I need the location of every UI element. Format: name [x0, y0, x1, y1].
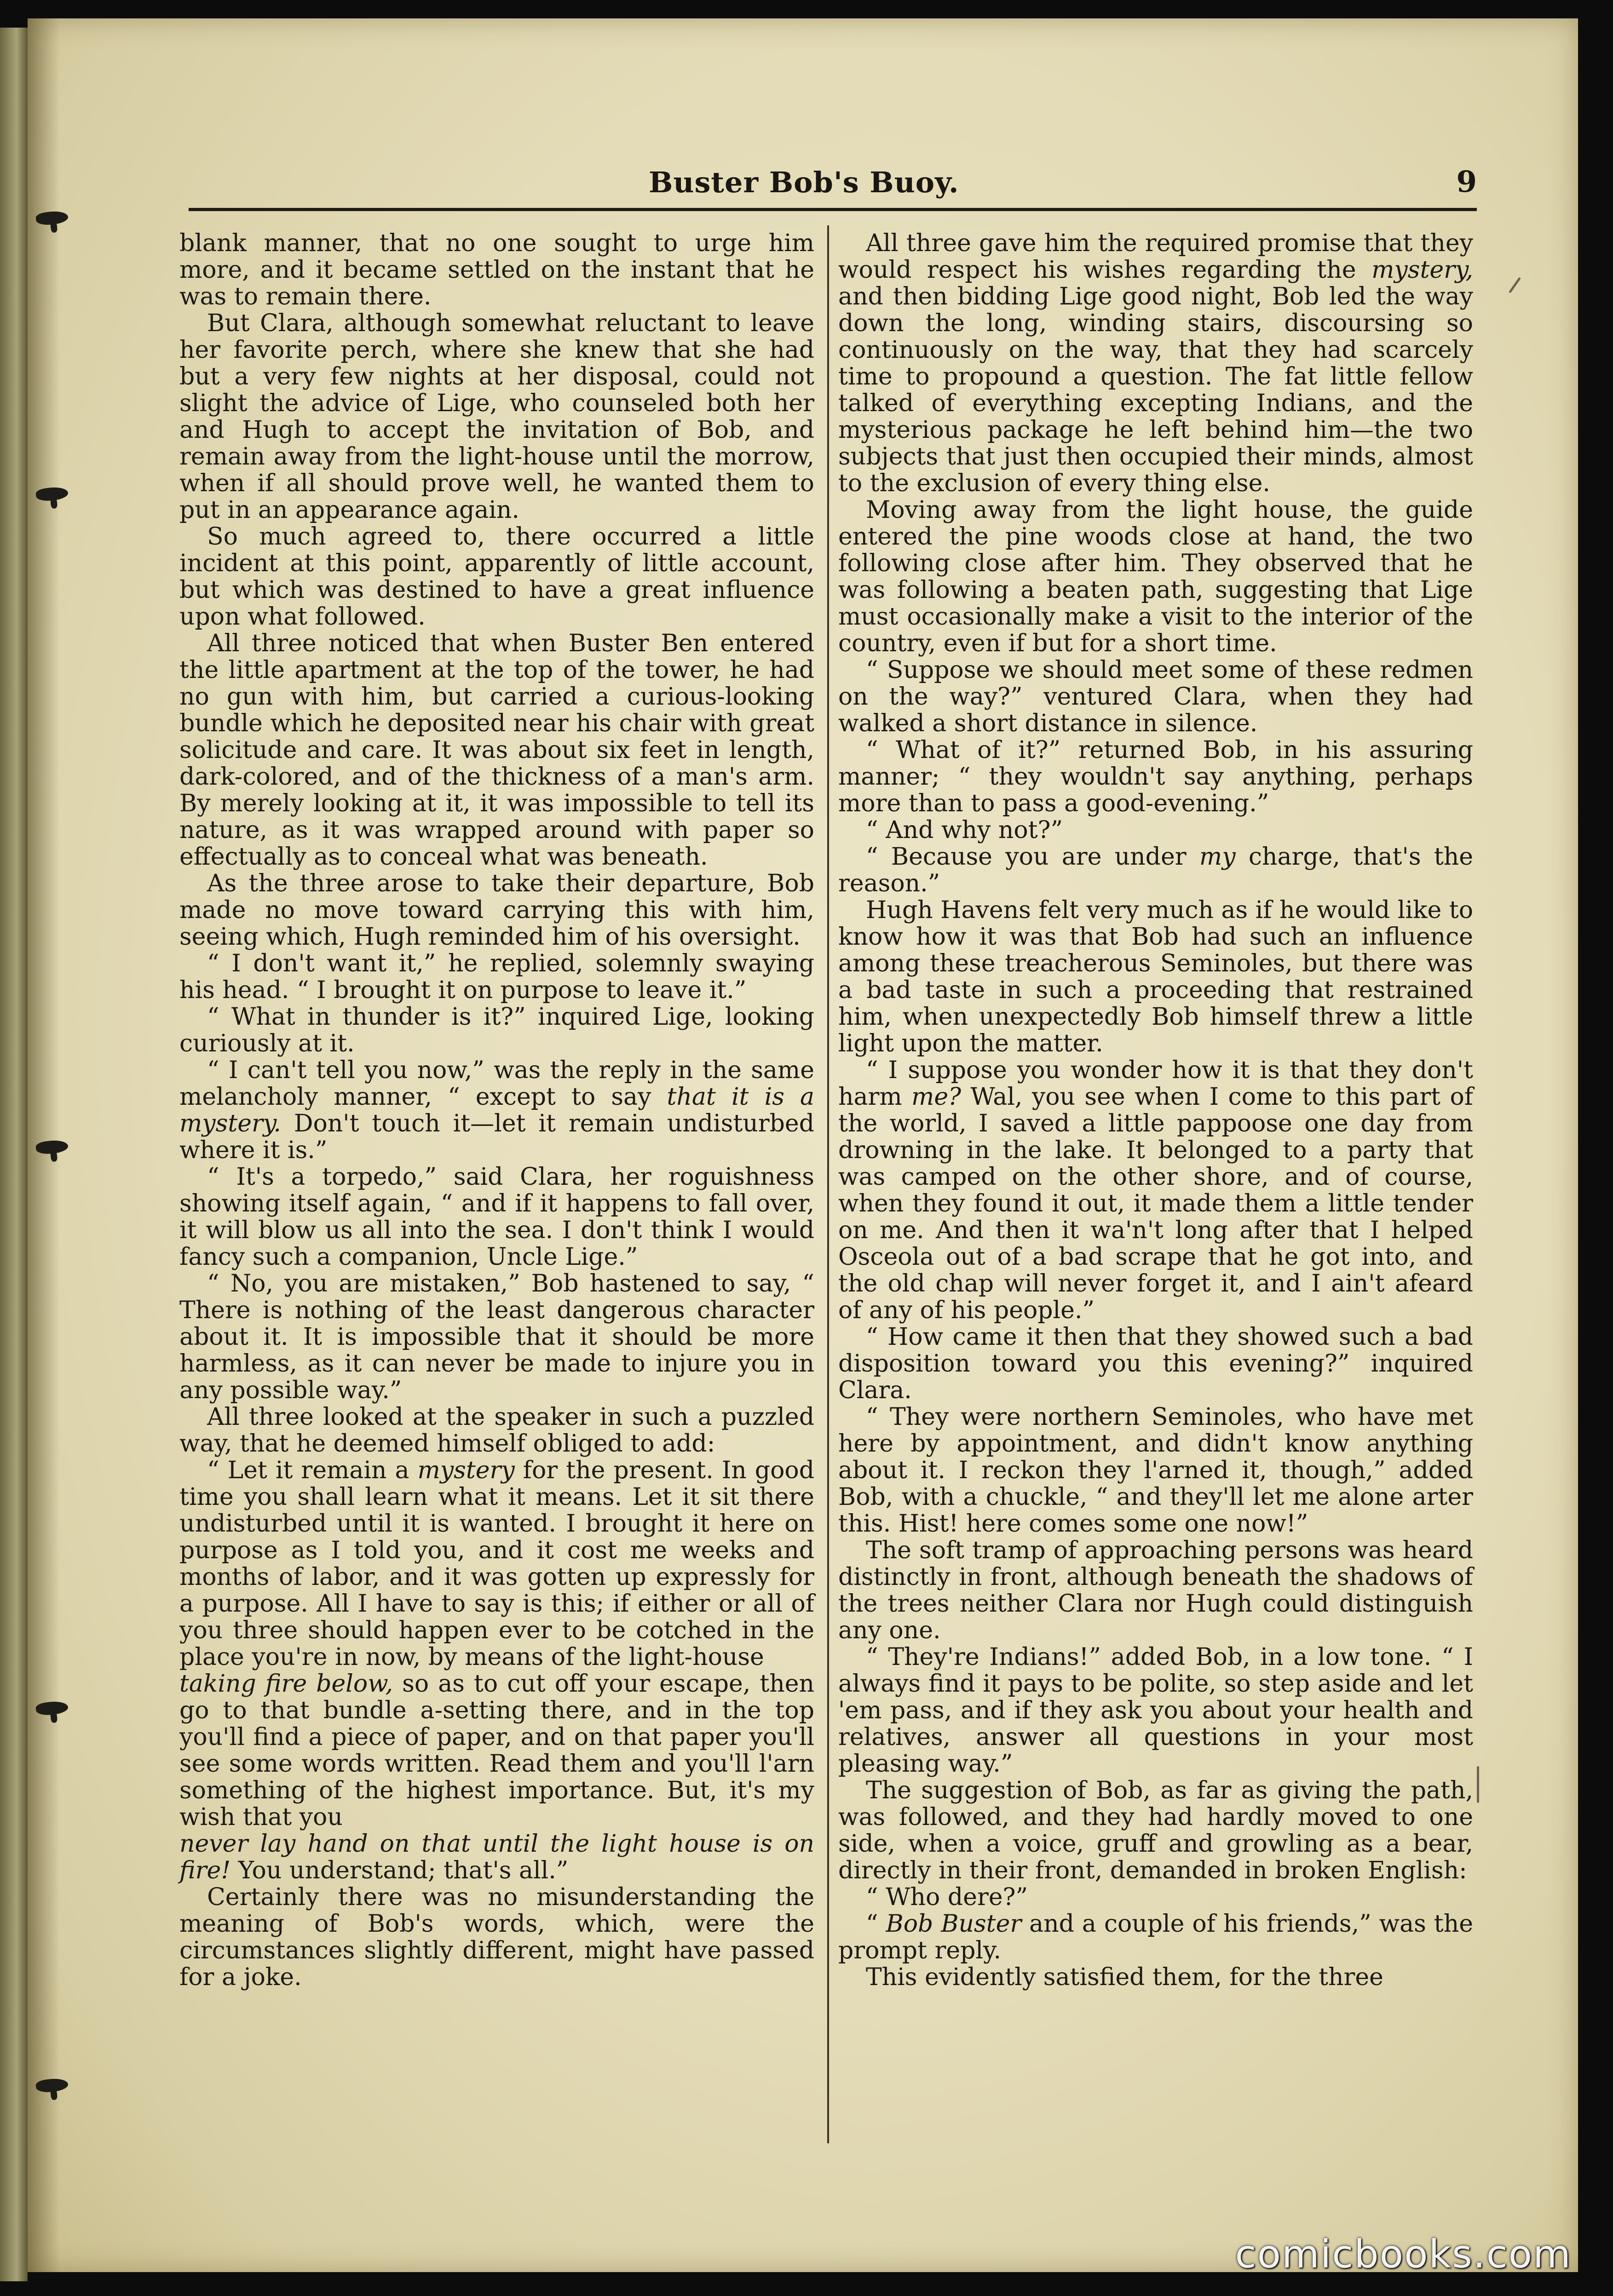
italic-text: Bob Buster [886, 1910, 1022, 1938]
paragraph [179, 1004, 814, 1057]
paragraph [179, 870, 814, 950]
paragraph [179, 1670, 814, 1831]
text-run: Certainly there was no misunderstanding the meaning of Bob's words, which, were the circumstances slightly different, might have passed for a joke. [179, 1883, 814, 1991]
running-header [189, 152, 1477, 221]
text-run: so as to cut off your escape, then go to that bundle a-setting there, and in the top you'll find a piece of paper, and on that paper you'll see some words written. Read them and you'll l'arn something of the highest importance. But, it's my wish that you [179, 1670, 815, 1831]
paragraph [838, 1324, 1473, 1404]
text-run: The soft tramp of approaching persons was heard distinctly in front, although beneath the shadows of the trees neither Clara nor Hugh could distinguish any one. [838, 1537, 1473, 1644]
pencil-mark [1509, 277, 1521, 293]
text-run: This evidently satisfied them, for the three [866, 1963, 1383, 1991]
text-column-left [179, 230, 814, 1991]
paragraph [179, 1164, 814, 1270]
italic-text: never lay hand on that until the light house is on fire! [179, 1830, 814, 1884]
page-number: 9 [1456, 165, 1477, 199]
paragraph [838, 1644, 1473, 1777]
text-run: and then bidding Lige good night, Bob led the way down the long, winding stairs, discoursing so continuously on the way, that they had scarcely time to propound a question. The fat little fellow talked of everything excepting Indians, and the mysterious package he left behind him—the two subjects that just then occupied their minds, almost to the exclusion of every thing else. [838, 283, 1473, 497]
paragraph [838, 230, 1473, 497]
running-title: Buster Bob's Buoy. [649, 166, 959, 199]
paragraph [179, 1404, 814, 1457]
paragraph [838, 817, 1473, 844]
text-run: Don't touch it—let it remain undisturbed where it is.” [179, 1110, 814, 1164]
paragraph [838, 1404, 1473, 1537]
paragraph [838, 1777, 1473, 1884]
header-rule [189, 208, 1477, 211]
text-run: Wal, you see when I come to this part of the world, I saved a little pappoose one day from drowning in the lake. It belonged to a party that was camped on the other shore, and of course, when they found it out, it made them a little tender on me. And then it wa'n't long after that I helped Osceola out of a bad scrape that he got into, and the old chap will never forget it, and I ain't afeard of any of his people.” [838, 1083, 1474, 1324]
text-run: As the three arose to take their departure, Bob made no move toward carrying this with him, seeing which, Hugh reminded him of his oversight. [179, 870, 814, 951]
paragraph [179, 1884, 814, 1991]
text-run: “ No, you are mistaken,” Bob hastened to say, “ There is nothing of the least dangerous character about it. It is impossible that it should be more harmless, as it can never be made to injure you in any possible way.” [179, 1270, 814, 1404]
facing-page-edge [0, 28, 28, 2281]
text-run: All three gave him the required promise that they would respect his wishes regarding the [838, 230, 1473, 284]
paragraph [179, 1057, 814, 1164]
paragraph [838, 1884, 1473, 1911]
paragraph [838, 737, 1473, 817]
text-column-right [838, 230, 1473, 1991]
text-run: for the present. In good time you shall learn what it means. Let it sit there undisturbed until it is wanted. I brought it here on purpose as I told you, and it cost me weeks and months of labor, and it was gotten up expressly for a purpose. All I have to say is this; if either or all of you three should happen ever to be cotched in the place you're in now, by means of the light-house [179, 1457, 814, 1671]
italic-text: taking fire below, [179, 1670, 393, 1698]
text-run: and a couple of his friends,” was the prompt reply. [838, 1910, 1473, 1964]
text-run: All three noticed that when Buster Ben entered the little apartment at the top of the tower, he had no gun with him, but carried a curious-looking bundle which he deposited near his chair with great solicitude and care. It was about six feet in length, dark-colored, and of the thickness of a man's arm. By merely looking at it, it was impossible to tell its nature, as it was wrapped around with paper so effectually as to conceal what was beneath. [179, 630, 815, 871]
paragraph [179, 950, 814, 1004]
text-run: “ What in thunder is it?” inquired Lige, looking curiously at it. [179, 1003, 814, 1057]
text-run: “ What of it?” returned Bob, in his assuring manner; “ they wouldn't say anything, perhaps more than to pass a good-evening.” [838, 736, 1473, 817]
paragraph [179, 1831, 814, 1884]
text-run: So much agreed to, there occurred a little incident at this point, apparently of little account, but which was destined to have a great influence upon what followed. [179, 523, 814, 631]
text-run: “ I don't want it,” he replied, solemnly swaying his head. “ I brought it on purpose to leave it.” [179, 950, 814, 1004]
paragraph [838, 497, 1473, 657]
text-run: “ Let it remain a [207, 1457, 418, 1484]
column-divider [827, 225, 829, 2143]
text-run: charge, that's the reason.” [838, 843, 1474, 897]
paragraph [838, 1537, 1473, 1644]
text-run: All three looked at the speaker in such a puzzled way, that he deemed himself obliged to add: [179, 1403, 814, 1458]
paragraph [179, 1270, 814, 1404]
paragraph [838, 844, 1473, 897]
paragraph [179, 1457, 814, 1670]
italic-text: my [1199, 843, 1236, 871]
text-run: “ Who dere?” [866, 1883, 1028, 1911]
italic-text: me? [911, 1083, 961, 1111]
text-run: “ I suppose you wonder how it is that they don't harm [838, 1056, 1473, 1111]
paragraph [179, 230, 814, 310]
text-run: “ It's a torpedo,” said Clara, her roguishness showing itself again, “ and if it happens to fall over, it will blow us all into the sea. I don't think I would fancy such a companion, Uncle Lige.” [179, 1163, 814, 1271]
paragraph [838, 657, 1473, 737]
italic-text: mystery [417, 1457, 515, 1484]
site-watermark: comicbooks.com [1235, 2232, 1572, 2277]
paragraph [179, 523, 814, 630]
paragraph [838, 897, 1473, 1057]
text-run: “ Suppose we should meet some of these redmen on the way?” ventured Clara, when they had walked a short distance in silence. [838, 656, 1473, 737]
paragraph [838, 1964, 1473, 1991]
italic-text: that it is a mystery. [179, 1083, 814, 1137]
text-run: “ And why not?” [866, 816, 1063, 844]
text-run: But Clara, although somewhat reluctant to leave her favorite perch, where she knew that she had but a very few nights at her disposal, could not slight the advice of Lige, who counseled both her and Hugh to accept the invitation of Bob, and remain away from the light-house until the morrow, when if all should prove well, he wanted them to put in an appearance again. [179, 310, 814, 524]
paragraph [179, 630, 814, 870]
text-run: “ I can't tell you now,” was the reply in the same melancholy manner, “ except to say [179, 1056, 814, 1111]
pencil-mark [1477, 1766, 1479, 1803]
text-run: “ [866, 1910, 886, 1938]
paragraph [838, 1911, 1473, 1964]
text-run: “ Because you are under [866, 843, 1199, 871]
text-run: The suggestion of Bob, as far as giving the path, was followed, and they had hardly moved to one side, when a voice, gruff and growling as a bear, directly in their front, demanded in broken English: [838, 1777, 1473, 1884]
text-run: You understand; that's all.” [230, 1857, 569, 1884]
italic-text: mystery, [1371, 256, 1473, 284]
text-run: blank manner, that no one sought to urge him more, and it became settled on the instant that he was to remain there. [179, 230, 814, 310]
text-run: “ They're Indians!” added Bob, in a low tone. “ I always find it pays to be polite, so step aside and let 'em pass, and if they ask you about your health and relatives, answer all questions in your most pleasing way.” [838, 1643, 1473, 1778]
text-run: “ They were northern Seminoles, who have met here by appointment, and didn't know anything about it. I reckon they l'arned it, though,” added Bob, with a chuckle, “ and they'll let me alone arter this. Hist! here comes some one now!” [838, 1403, 1473, 1538]
text-run: Moving away from the light house, the guide entered the pine woods close at hand, the two following close after him. They observed that he was following a beaten path, suggesting that Lige must occasionally make a visit to the interior of the country, even if but for a short time. [838, 496, 1473, 657]
paragraph [179, 310, 814, 523]
text-run: “ How came it then that they showed such a bad disposition toward you this evening?” inquired Clara. [838, 1323, 1473, 1404]
paragraph [838, 1057, 1473, 1324]
text-run: Hugh Havens felt very much as if he would like to know how it was that Bob had such an influence among these treacherous Seminoles, but there was a bad taste in such a proceeding that restrained him, when unexpectedly Bob himself threw a little light upon the matter. [838, 896, 1473, 1057]
